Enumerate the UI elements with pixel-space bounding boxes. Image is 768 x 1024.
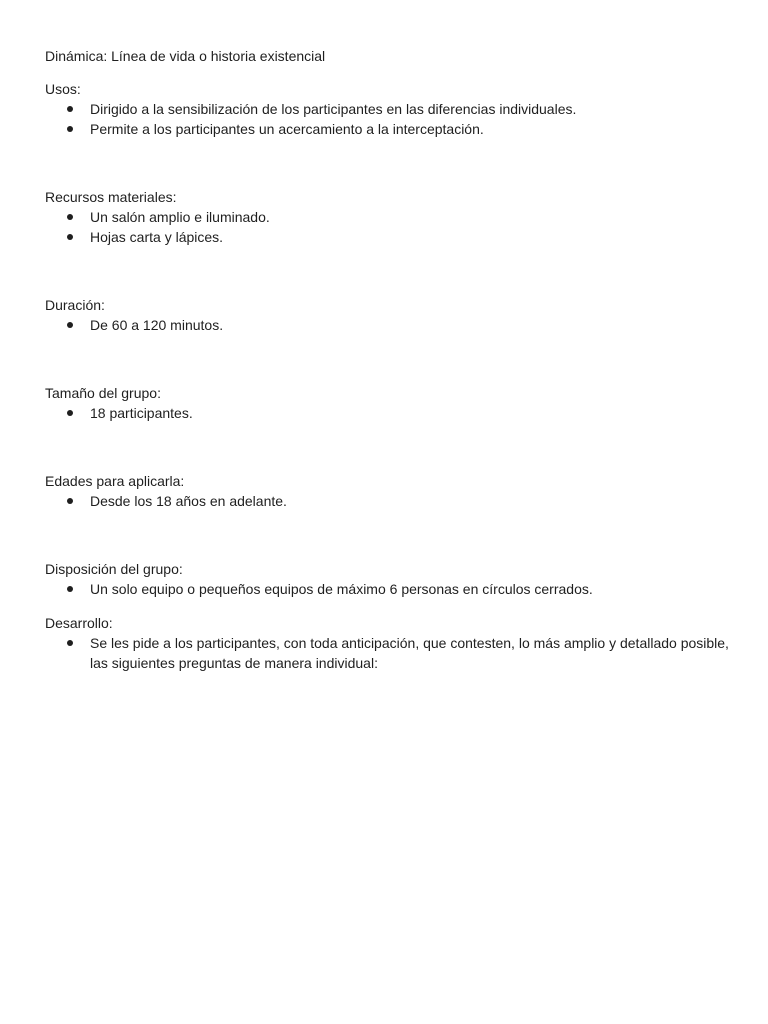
section-heading: Tamaño del grupo: [45, 385, 161, 401]
list-item [45, 227, 735, 247]
bullet-list [45, 99, 735, 139]
bullet-icon [67, 410, 73, 416]
bullet-icon [67, 234, 73, 240]
bullet-icon [67, 640, 73, 646]
list-item [45, 315, 735, 335]
bullet-icon [67, 214, 73, 220]
list-item [45, 491, 735, 511]
list-item-text: Permite a los participantes un acercamiento a la interceptación. [90, 121, 484, 137]
document-page [45, 46, 735, 673]
bullet-icon [67, 586, 73, 592]
section-heading: Desarrollo: [45, 615, 113, 631]
list-item [45, 207, 735, 227]
section-heading: Duración: [45, 297, 105, 313]
list-item [45, 119, 735, 139]
list-item-text: Desde los 18 años en adelante. [90, 493, 287, 509]
list-item [45, 579, 735, 599]
section-recursos-materiales [45, 187, 735, 247]
section-heading: Disposición del grupo: [45, 561, 183, 577]
section-usos [45, 79, 735, 139]
section-heading: Edades para aplicarla: [45, 473, 185, 489]
section-desarrollo [45, 613, 735, 673]
section-tamano-del-grupo [45, 383, 735, 423]
section-heading: Usos: [45, 81, 81, 97]
list-item-text: Un solo equipo o pequeños equipos de máximo 6 personas en círculos cerrados. [90, 581, 593, 597]
bullet-list [45, 579, 735, 599]
bullet-list [45, 403, 735, 423]
list-item-text: Dirigido a la sensibilización de los participantes en las diferencias individuales. [90, 101, 577, 117]
list-item-text: Un salón amplio e iluminado. [90, 209, 270, 225]
list-item [45, 403, 735, 423]
section-edades [45, 471, 735, 511]
list-item-text: Hojas carta y lápices. [90, 229, 224, 245]
bullet-list [45, 207, 735, 247]
section-heading: Recursos materiales: [45, 189, 177, 205]
bullet-icon [67, 106, 73, 112]
list-item-text: Se les pide a los participantes, con toda anticipación, que contesten, lo más amplio y detallado posible, las siguientes preguntas de manera individual: [90, 635, 729, 671]
section-duracion [45, 295, 735, 335]
bullet-icon [67, 498, 73, 504]
bullet-list [45, 491, 735, 511]
list-item [45, 99, 735, 119]
bullet-icon [67, 322, 73, 328]
list-item-text: 18 participantes. [90, 405, 193, 421]
section-disposicion-del-grupo [45, 559, 735, 599]
bullet-icon [67, 126, 73, 132]
document-title: Dinámica: Línea de vida o historia existencial [45, 48, 326, 64]
list-item-text: De 60 a 120 minutos. [90, 317, 224, 333]
bullet-list [45, 633, 735, 673]
list-item [45, 633, 735, 673]
bullet-list [45, 315, 735, 335]
